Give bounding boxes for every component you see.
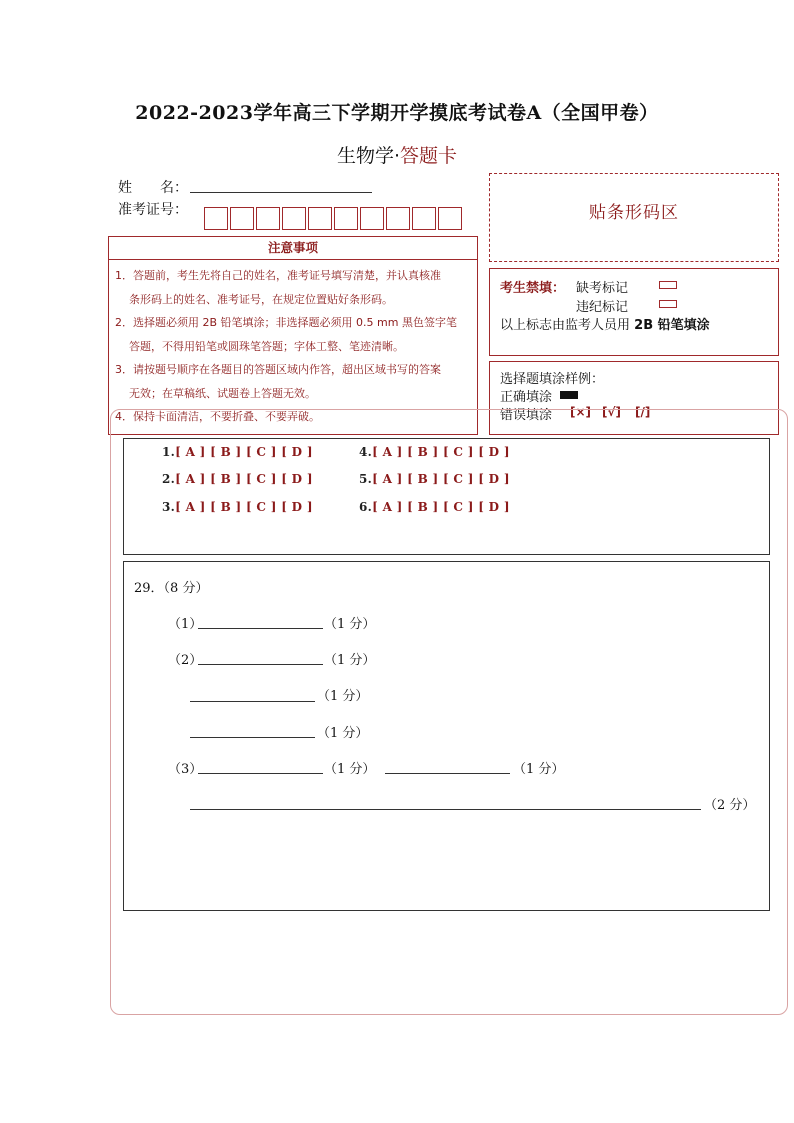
choice-question[interactable]: 2.[ A ] [ B ] [ C ] [ D ] — [162, 472, 313, 486]
wrong-mark-3: [/] — [635, 405, 651, 419]
id-label: 准考证号： — [118, 202, 188, 218]
notice-line: 答题，不得用铅笔或圆珠笔答题；字体工整、笔迹清晰。 — [129, 339, 404, 353]
notice-line: 无效；在草稿纸、试题卷上答题无效。 — [129, 386, 316, 400]
id-digit-box[interactable] — [230, 207, 254, 230]
name-field[interactable] — [190, 192, 372, 193]
score-label: （2 分） — [704, 798, 756, 813]
id-digit-box[interactable] — [256, 207, 280, 230]
notice-line: 条形码上的姓名、准考证号，在规定位置贴好条形码。 — [129, 292, 393, 306]
answer-blank[interactable] — [385, 773, 510, 774]
answer-blank[interactable] — [190, 701, 315, 702]
answer-blank[interactable] — [198, 664, 323, 665]
absent-label: 缺考标记 — [576, 281, 629, 296]
choice-question[interactable]: 1.[ A ] [ B ] [ C ] [ D ] — [162, 445, 313, 459]
id-digit-box[interactable] — [334, 207, 358, 230]
answer-blank[interactable] — [198, 773, 323, 774]
exam-marks-label: 考生禁填： — [500, 281, 566, 296]
barcode-area — [489, 173, 779, 262]
choice-question[interactable]: 3.[ A ] [ B ] [ C ] [ D ] — [162, 500, 313, 514]
choice-question[interactable]: 4.[ A ] [ B ] [ C ] [ D ] — [359, 445, 510, 459]
score-label: （1 分） — [324, 762, 376, 777]
id-digit-box[interactable] — [204, 207, 228, 230]
notice-line: 4．保持卡面清洁，不要折叠、不要弄破。 — [115, 410, 320, 423]
violation-mark-box[interactable] — [659, 300, 677, 308]
wrong-mark-1: [×] — [570, 405, 592, 419]
violation-label: 违纪标记 — [576, 300, 629, 315]
answer-blank[interactable] — [190, 737, 315, 738]
choice-question-box — [123, 438, 770, 555]
part-3-label: （3） — [168, 762, 203, 777]
question-29-header: 29．（8 分） — [134, 581, 209, 596]
id-digit-box[interactable] — [282, 207, 306, 230]
question-29-box — [123, 561, 770, 911]
wrong-mark-2: [√] — [602, 405, 621, 419]
note-bold: 2B 铅笔填涂 — [634, 318, 710, 333]
answer-blank[interactable] — [198, 628, 323, 629]
barcode-label: 贴条形码区 — [589, 203, 679, 223]
part-1-label: （1） — [168, 617, 203, 632]
exam-marks-note — [500, 314, 710, 333]
correct-fill-sample — [560, 391, 578, 399]
id-digit-box[interactable] — [308, 207, 332, 230]
answer-blank-long[interactable] — [190, 809, 701, 810]
id-digit-box[interactable] — [360, 207, 384, 230]
answer-card-label: 答题卡 — [400, 145, 458, 167]
notice-heading: 注意事项 — [108, 236, 478, 260]
part-2-label: （2） — [168, 653, 203, 668]
id-digit-box[interactable] — [438, 207, 462, 230]
notice-line: 1．答题前，考生先将自己的姓名，准考证号填写清楚，并认真核准 — [115, 269, 441, 282]
subject-name: 生物学· — [336, 145, 401, 167]
card-subtitle — [0, 141, 794, 168]
exam-marks-box — [489, 268, 779, 356]
id-digit-box[interactable] — [412, 207, 436, 230]
score-label: （1 分） — [317, 726, 369, 741]
score-label: （1 分） — [513, 762, 565, 777]
note-prefix: 以上标志由监考人员用 — [500, 318, 631, 333]
choice-question[interactable]: 5.[ A ] [ B ] [ C ] [ D ] — [359, 472, 510, 486]
id-digit-box[interactable] — [386, 207, 410, 230]
fill-sample-heading: 选择题填涂样例： — [500, 372, 605, 387]
wrong-fill-label: 错误填涂 — [500, 408, 553, 423]
notice-line: 3．请按题号顺序在各题目的答题区域内作答，超出区域书写的答案 — [115, 363, 441, 376]
choice-question[interactable]: 6.[ A ] [ B ] [ C ] [ D ] — [359, 500, 510, 514]
score-label: （1 分） — [324, 653, 376, 668]
exam-title: 2022-2023学年高三下学期开学摸底考试卷A（全国甲卷） — [135, 102, 659, 124]
notice-line: 2．选择题必须用 2B 铅笔填涂；非选择题必须用 0.5 mm 黑色签字笔 — [115, 316, 457, 329]
score-label: （1 分） — [324, 617, 376, 632]
score-label: （1 分） — [317, 689, 369, 704]
correct-fill-label: 正确填涂 — [500, 390, 553, 405]
name-label: 姓 名： — [118, 180, 188, 196]
absent-mark-box[interactable] — [659, 281, 677, 289]
